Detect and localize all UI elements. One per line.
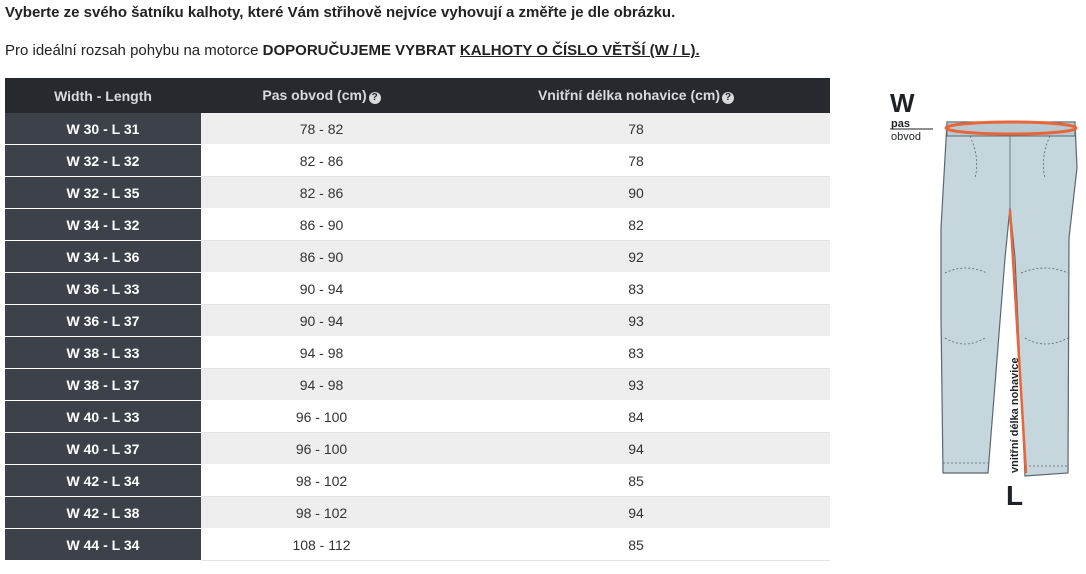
w-caption-pas: pas — [891, 118, 910, 130]
inseam-cell: 92 — [442, 241, 830, 273]
waist-cell: 90 - 94 — [201, 273, 442, 305]
table-row — [5, 337, 830, 369]
header-width-length-label: Width - Length — [54, 87, 152, 104]
intro-recommendation: DOPORUČUJEME VYBRAT — [262, 42, 460, 59]
size-cell: W 42 - L 34 — [5, 465, 201, 497]
inseam-cell: 78 — [442, 113, 830, 145]
inseam-cell: 90 — [442, 177, 830, 209]
inseam-cell: 93 — [442, 305, 830, 337]
inseam-cell: 85 — [442, 529, 830, 561]
waist-cell: 94 - 98 — [201, 337, 442, 369]
intro-line-2 — [5, 42, 1075, 59]
table-row — [5, 529, 830, 561]
waist-cell: 86 - 90 — [201, 209, 442, 241]
waist-cell: 108 - 112 — [201, 529, 442, 561]
inseam-cell: 83 — [442, 273, 830, 305]
inseam-cell: 93 — [442, 369, 830, 401]
inseam-cell: 78 — [442, 145, 830, 177]
inseam-cell: 82 — [442, 209, 830, 241]
w-letter: W — [890, 88, 915, 118]
table-row — [5, 145, 830, 177]
table-row — [5, 273, 830, 305]
table-row — [5, 177, 830, 209]
waist-cell: 98 - 102 — [201, 465, 442, 497]
size-cell: W 34 - L 32 — [5, 209, 201, 241]
size-table — [5, 78, 830, 561]
size-cell: W 32 - L 32 — [5, 145, 201, 177]
waist-cell: 96 - 100 — [201, 401, 442, 433]
w-caption-obvod: obvod — [891, 131, 921, 143]
intro-size-up-link[interactable]: KALHOTY O ČÍSLO VĚTŠÍ (W / L). — [459, 42, 700, 59]
waist-cell: 98 - 102 — [201, 497, 442, 529]
size-cell: W 44 - L 34 — [5, 529, 201, 561]
inseam-cell: 85 — [442, 465, 830, 497]
inseam-cell: 83 — [442, 337, 830, 369]
size-cell: W 36 - L 33 — [5, 273, 201, 305]
waist-cell: 86 - 90 — [201, 241, 442, 273]
header-inseam — [442, 78, 830, 113]
inseam-cell: 94 — [442, 497, 830, 529]
size-cell: W 36 - L 37 — [5, 305, 201, 337]
table-row — [5, 113, 830, 145]
size-cell: W 30 - L 31 — [5, 113, 201, 145]
waist-cell: 82 - 86 — [201, 177, 442, 209]
size-cell: W 40 - L 37 — [5, 433, 201, 465]
header-inseam-label: Vnitřní délka nohavice (cm) — [537, 87, 721, 103]
size-cell: W 32 - L 35 — [5, 177, 201, 209]
waist-cell: 78 - 82 — [201, 113, 442, 145]
help-icon[interactable]: ? — [722, 92, 734, 104]
l-letter: L — [1006, 480, 1024, 511]
l-caption: vnitřní délka nohavice — [1009, 357, 1021, 473]
header-width-length — [5, 78, 201, 113]
header-waist — [201, 78, 442, 113]
table-header-row — [5, 78, 830, 113]
table-row — [5, 209, 830, 241]
inseam-cell: 94 — [442, 433, 830, 465]
size-cell: W 38 - L 33 — [5, 337, 201, 369]
table-row — [5, 401, 830, 433]
table-row — [5, 305, 830, 337]
size-cell: W 42 - L 38 — [5, 497, 201, 529]
inseam-cell: 84 — [442, 401, 830, 433]
table-row — [5, 497, 830, 529]
size-cell: W 34 - L 36 — [5, 241, 201, 273]
table-row — [5, 433, 830, 465]
table-body — [5, 113, 830, 561]
waist-cell: 82 - 86 — [201, 145, 442, 177]
size-cell: W 38 - L 37 — [5, 369, 201, 401]
waist-cell: 90 - 94 — [201, 305, 442, 337]
help-icon[interactable]: ? — [369, 92, 381, 104]
table-row — [5, 369, 830, 401]
waist-cell: 94 - 98 — [201, 369, 442, 401]
pants-measurement-figure — [885, 88, 1080, 513]
size-cell: W 40 - L 33 — [5, 401, 201, 433]
intro-prefix: Pro ideální rozsah pohybu na motorce — [5, 42, 263, 59]
table-row — [5, 241, 830, 273]
table-row — [5, 465, 830, 497]
waist-cell: 96 - 100 — [201, 433, 442, 465]
header-waist-label: Pas obvod (cm) — [262, 87, 367, 103]
intro-line-1: Vyberte ze svého šatníku kalhoty, které Vám střihově nejvíce vyhovují a změřte je dle obrázku. — [5, 4, 676, 21]
